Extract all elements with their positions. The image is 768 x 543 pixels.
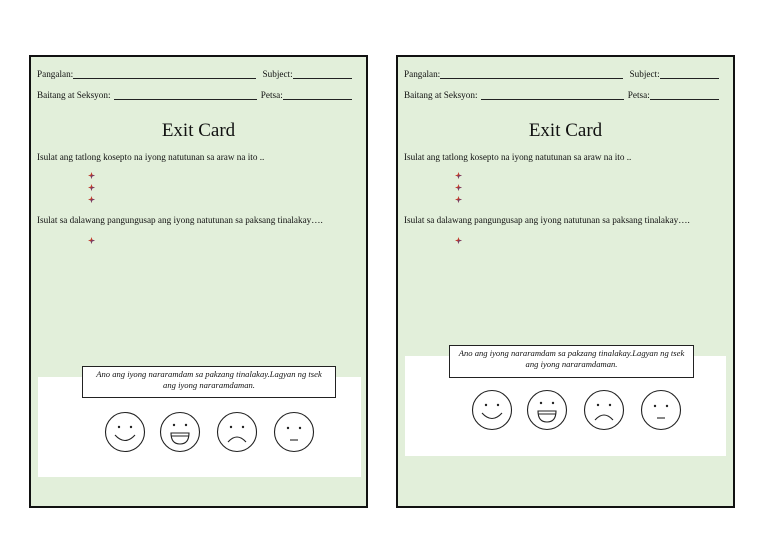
name-field[interactable] (73, 69, 256, 79)
card-title: Exit Card (528, 120, 603, 141)
bullet-icon (88, 184, 95, 191)
smile-face-icon[interactable] (471, 389, 513, 431)
date-field[interactable] (650, 90, 719, 100)
subject-label: Subject: (629, 69, 660, 79)
bullet-icon (455, 196, 462, 203)
smile-face-icon[interactable] (104, 411, 146, 453)
grade-section-label: Baitang at Seksyon: (404, 90, 478, 100)
neutral-face-icon[interactable] (640, 389, 682, 431)
date-field[interactable] (283, 90, 352, 100)
grade-section-field[interactable] (114, 90, 257, 100)
instruction-concepts: Isulat ang tatlong kosepto na iyong natutunan sa araw na ito .. (404, 152, 632, 162)
bullet-icon (455, 184, 462, 191)
subject-field[interactable] (293, 69, 352, 79)
bullet-icon (88, 172, 95, 179)
sad-face-icon[interactable] (216, 411, 258, 453)
big-smile-face-icon[interactable] (526, 389, 568, 431)
name-label: Pangalan: (404, 69, 441, 79)
name-row (37, 69, 352, 79)
exit-card-right (396, 55, 735, 508)
instruction-sentences: Isulat sa dalawang pangungusap ang iyong natutunan sa paksang tinalakay…. (37, 215, 323, 225)
feeling-prompt-box: Ano ang iyong nararamdam sa pakzang tinalakay.Lagyan ng tsek ang iyong nararamdaman. (449, 345, 694, 378)
instruction-sentences: Isulat sa dalawang pangungusap ang iyong natutunan sa paksang tinalakay…. (404, 215, 690, 225)
grade-row (37, 90, 352, 100)
subject-label: Subject: (262, 69, 293, 79)
date-label: Petsa: (260, 90, 283, 100)
exit-card-left (29, 55, 368, 508)
card-title: Exit Card (161, 120, 236, 141)
bullet-icon (88, 196, 95, 203)
name-row (404, 69, 719, 79)
grade-section-label: Baitang at Seksyon: (37, 90, 111, 100)
bullet-icon (88, 237, 95, 244)
grade-row (404, 90, 719, 100)
name-field[interactable] (440, 69, 623, 79)
feeling-prompt-box: Ano ang iyong nararamdam sa pakzang tinalakay.Lagyan ng tsek ang iyong nararamdaman. (82, 366, 336, 398)
bullet-icon (455, 172, 462, 179)
bullet-icon (455, 237, 462, 244)
big-smile-face-icon[interactable] (159, 411, 201, 453)
neutral-face-icon[interactable] (273, 411, 315, 453)
date-label: Petsa: (627, 90, 650, 100)
instruction-concepts: Isulat ang tatlong kosepto na iyong natutunan sa araw na ito .. (37, 152, 265, 162)
sad-face-icon[interactable] (583, 389, 625, 431)
name-label: Pangalan: (37, 69, 74, 79)
subject-field[interactable] (660, 69, 719, 79)
grade-section-field[interactable] (481, 90, 624, 100)
